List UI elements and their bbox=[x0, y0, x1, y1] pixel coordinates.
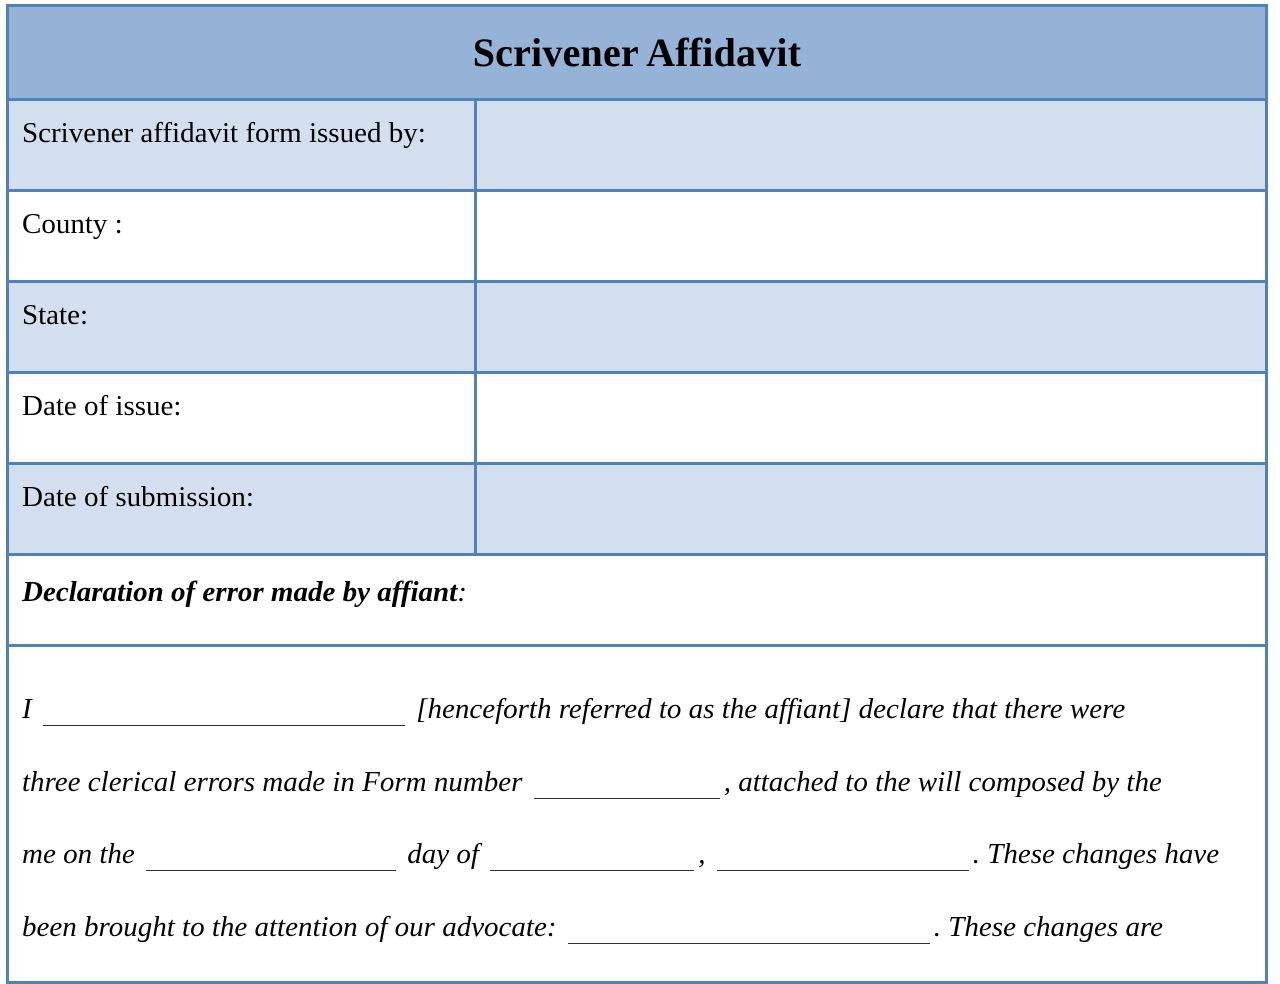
field-value-issued-by[interactable] bbox=[477, 101, 1265, 189]
field-row-state bbox=[9, 283, 1265, 374]
day-blank[interactable] bbox=[146, 840, 396, 871]
body-line-3-text-c: , bbox=[698, 838, 706, 870]
field-row-date-of-submission bbox=[9, 465, 1265, 556]
field-row-county bbox=[9, 192, 1265, 283]
field-value-state[interactable] bbox=[477, 283, 1265, 371]
form-number-blank[interactable] bbox=[534, 768, 720, 799]
month-blank[interactable] bbox=[490, 840, 694, 871]
field-row-issued-by bbox=[9, 101, 1265, 192]
field-value-date-of-issue[interactable] bbox=[477, 374, 1265, 462]
body-line-3-text-b: day of bbox=[407, 838, 479, 870]
body-line-1-text-b: [henceforth referred to as the affiant] declare that there were bbox=[416, 693, 1126, 725]
body-line-4 bbox=[22, 911, 1249, 951]
title-bar bbox=[9, 7, 1265, 101]
declaration-colon: : bbox=[457, 576, 467, 608]
affiant-name-blank[interactable] bbox=[43, 695, 405, 726]
body-line-2 bbox=[22, 766, 1249, 806]
advocate-name-blank[interactable] bbox=[568, 913, 930, 944]
body-line-3-text-a: me on the bbox=[22, 838, 135, 870]
body-line-2-text-a: three clerical errors made in Form number bbox=[22, 766, 523, 798]
field-label-state: State: bbox=[9, 283, 477, 371]
field-label-date-of-submission: Date of submission: bbox=[9, 465, 477, 553]
form-title: Scrivener Affidavit bbox=[472, 30, 802, 75]
field-value-county[interactable] bbox=[477, 192, 1265, 280]
body-line-4-text-b: . These changes are bbox=[933, 911, 1164, 943]
body-line-1 bbox=[22, 693, 1249, 733]
field-label-date-of-issue: Date of issue: bbox=[9, 374, 477, 462]
declaration-heading: Declaration of error made by affiant bbox=[22, 576, 458, 608]
field-label-issued-by: Scrivener affidavit form issued by: bbox=[9, 101, 477, 189]
declaration-heading-row bbox=[9, 556, 1265, 647]
body-line-4-text-a: been brought to the attention of our advocate: bbox=[22, 911, 557, 943]
field-value-date-of-submission[interactable] bbox=[477, 465, 1265, 553]
field-label-county: County : bbox=[9, 192, 477, 280]
body-line-1-text-a: I bbox=[22, 693, 32, 725]
year-blank[interactable] bbox=[717, 840, 969, 871]
affidavit-form bbox=[6, 4, 1268, 984]
field-row-date-of-issue bbox=[9, 374, 1265, 465]
body-line-2-text-b: , attached to the will composed by the bbox=[723, 766, 1162, 798]
body-line-3-text-d: . These changes have bbox=[972, 838, 1220, 870]
body-line-3 bbox=[22, 838, 1249, 878]
